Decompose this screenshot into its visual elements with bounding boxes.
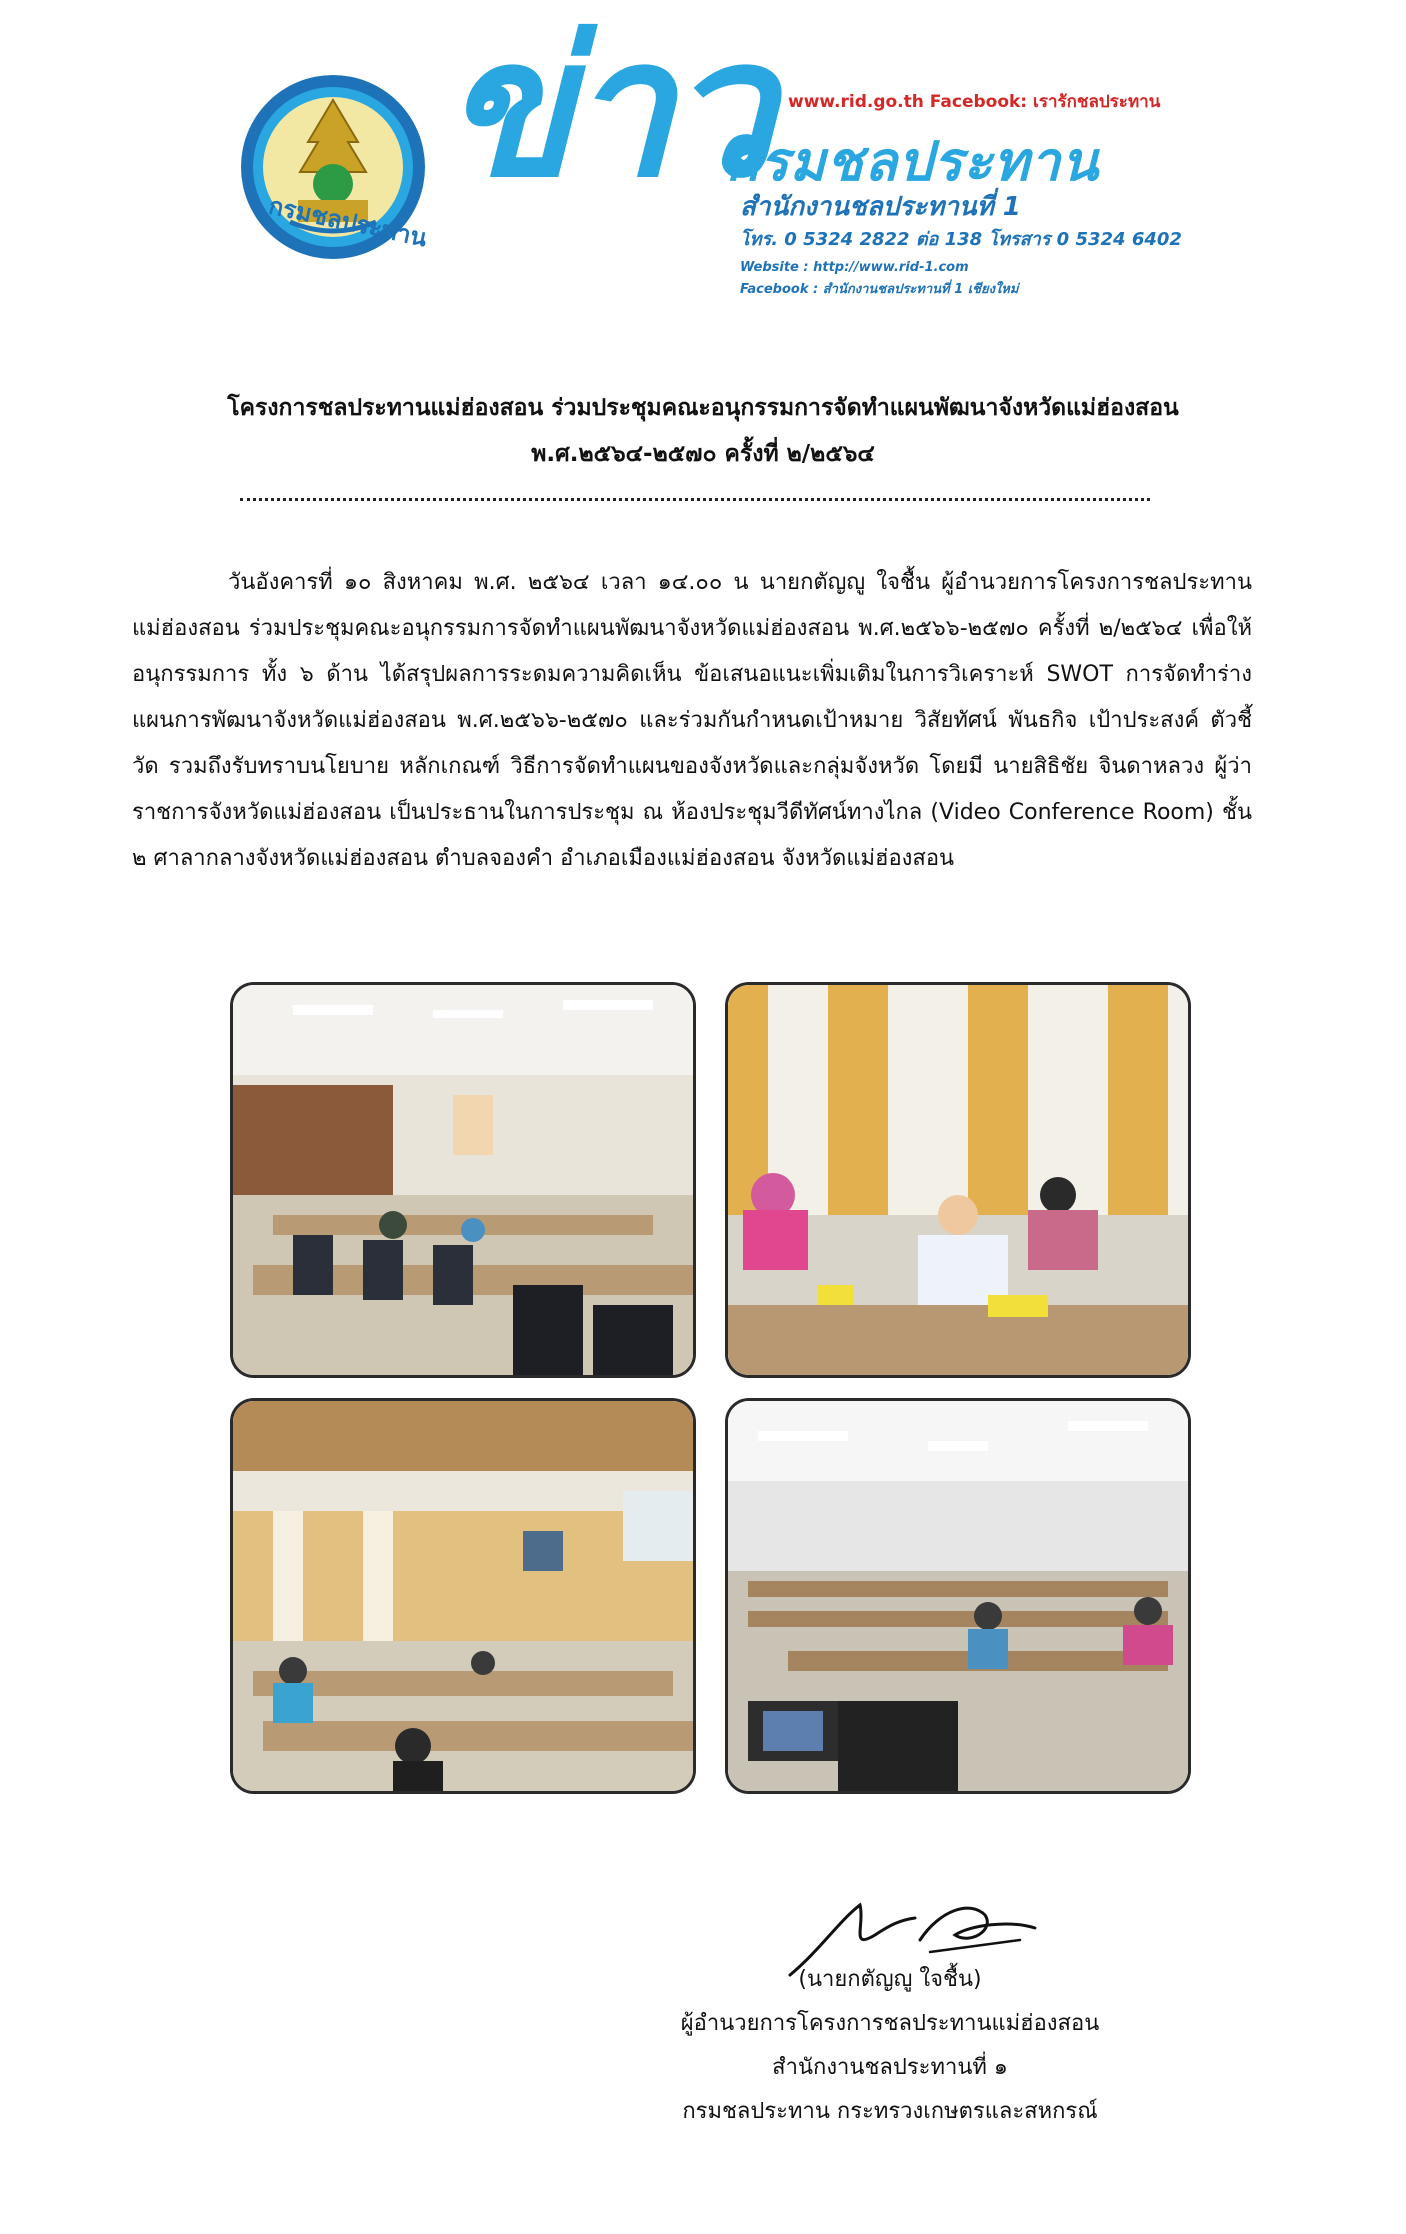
news-title: [100, 385, 1306, 477]
office-website: Website : http://www.rid-1.com: [740, 260, 969, 275]
emblem-caption: กรมชลประทาน: [266, 191, 430, 253]
news-body-paragraph: วันอังคารที่ ๑๐ สิงหาคม พ.ศ. ๒๕๖๔ เวลา ๑๔.๐๐ น นายกตัญญู ใจชื้น ผู้อำนวยการโครงการชลประทานแม่ฮ่องสอน ร่วมประชุมคณะอนุกรรมการจัดทำแผนพัฒนาจังหวัดแม่ฮ่องสอน พ.ศ.๒๕๖๖-๒๕๗๐ ครั้งที่ ๒/๒๕๖๔ เพื่อให้อนุกรรมการ ทั้ง ๖ ด้าน ได้สรุปผลการระดมความคิดเห็น ข้อเสนอแนะเพิ่มเติมในการวิเคราะห์ SWOT การจัดทำร่างแผนการพัฒนาจังหวัดแม่ฮ่องสอน พ.ศ.๒๕๖๖-๒๕๗๐ และร่วมกันกำหนดเป้าหมาย วิสัยทัศน์ พันธกิจ เป้าประสงค์ ตัวชี้วัด รวมถึงรับทราบนโยบาย หลักเกณฑ์ วิธีการจัดทำแผนของจังหวัดและกลุ่มจังหวัด โดยมี นายสิธิชัย จินดาหลวง ผู้ว่าราชการจังหวัดแม่ฮ่องสอน เป็นประธานในการประชุม ณ ห้องประชุมวีดีทัศน์ทางไกล (Video Conference Room) ชั้น ๒ ศาลากลางจังหวัดแม่ฮ่องสอน ตำบลจองคำ อำเภอเมืองแม่ฮ่องสอน จังหวัดแม่ฮ่องสอน: [132, 570, 1252, 871]
meeting-photo-4: [725, 1398, 1191, 1794]
signer-ministry: กรมชลประทาน กระทรวงเกษตรและสหกรณ์: [682, 2099, 1098, 2124]
meeting-photo-3: [230, 1398, 696, 1794]
website-facebook-line: www.rid.go.th Facebook: เรารักชลประทาน: [788, 92, 1161, 112]
signer-office: สำนักงานชลประทานที่ ๑: [772, 2055, 1008, 2080]
signer-name: (นายกตัญญู ใจชื้น): [798, 1967, 982, 1992]
title-line-2: พ.ศ.๒๕๖๔-๒๕๗๐ ครั้งที่ ๒/๒๕๖๔: [531, 441, 875, 467]
meeting-photo-2: [725, 982, 1191, 1378]
news-heading: ข่าว: [443, 0, 769, 219]
title-line-1: โครงการชลประทานแม่ฮ่องสอน ร่วมประชุมคณะอนุกรรมการจัดทำแผนพัฒนาจังหวัดแม่ฮ่องสอน: [227, 395, 1179, 421]
department-name: กรมชลประทาน: [726, 130, 1100, 193]
contact-phone: โทร. 0 5324 2822 ต่อ 138 โทรสาร 0 5324 6402: [740, 229, 1182, 250]
office-facebook: Facebook : สำนักงานชลประทานที่ 1 เชียงใหม่: [740, 282, 1019, 297]
office-name: สำนักงานชลประทานที่ 1: [740, 192, 1021, 222]
title-divider: [240, 498, 1150, 501]
signature-block: [560, 1958, 1220, 2134]
meeting-photo-1: [230, 982, 696, 1378]
letterhead: [228, 0, 1218, 314]
signer-position: ผู้อำนวยการโครงการชลประทานแม่ฮ่องสอน: [680, 2011, 1100, 2036]
